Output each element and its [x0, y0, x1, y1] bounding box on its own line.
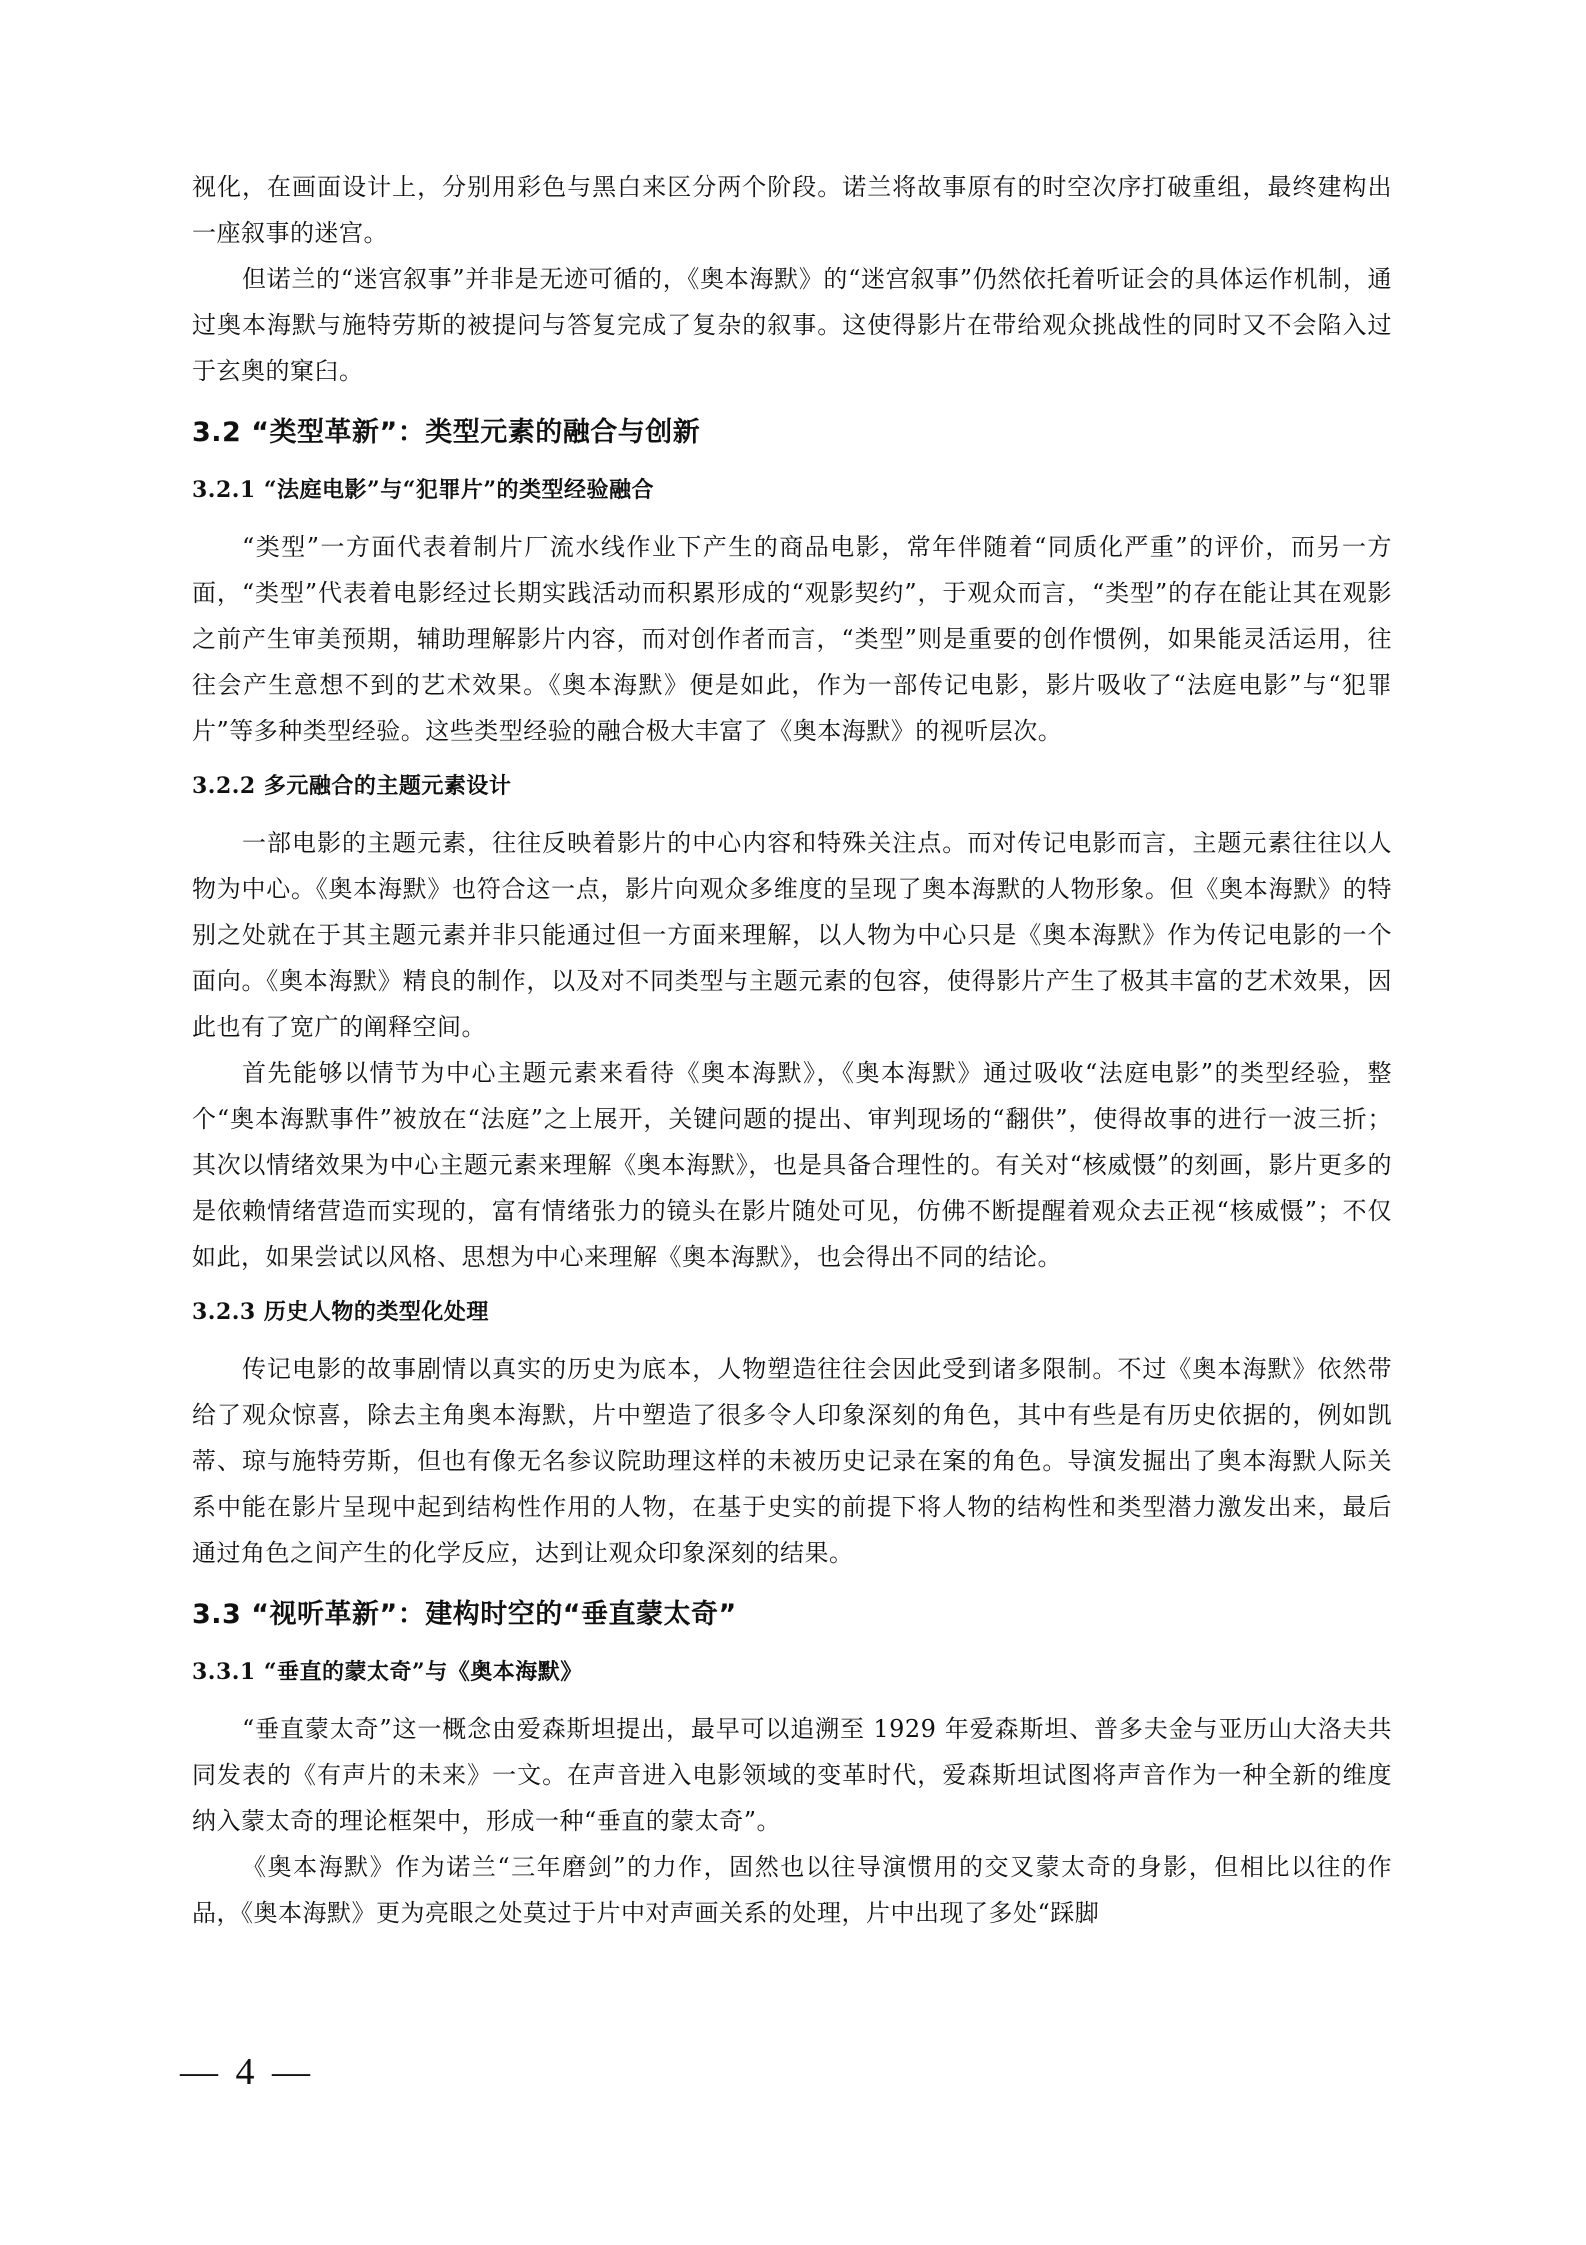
document-body	[192, 164, 1392, 1936]
paragraph-vertical-montage: “垂直蒙太奇”这一概念由爱森斯坦提出，最早可以追溯至 1929 年爱森斯坦、普多夫金与亚历山大洛夫共同发表的《有声片的未来》一文。在声音进入电影领域的变革时代，爱森斯坦试图将声音作为一种全新的维度纳入蒙太奇的理论框架中，形成一种“垂直的蒙太奇”。	[192, 1715, 1392, 1835]
paragraph-theme-elements: 一部电影的主题元素，往往反映着影片的中心内容和特殊关注点。而对传记电影而言，主题元素往往以人物为中心。《奥本海默》也符合这一点，影片向观众多维度的呈现了奥本海默的人物形象。但《奥本海默》的特别之处就在于其主题元素并非只能通过但一方面来理解，以人物为中心只是《奥本海默》作为传记电影的一个面向。《奥本海默》精良的制作，以及对不同类型与主题元素的包容，使得影片产生了极其丰富的艺术效果，因此也有了宽广的阐释空间。	[192, 829, 1392, 1041]
section-heading-3-3: 3.3 “视听革新”：建构时空的“垂直蒙太奇”	[192, 1599, 737, 1630]
subsection-heading-3-2-3: 3.2.3 历史人物的类型化处理	[192, 1299, 489, 1325]
section-heading-3-2: 3.2 “类型革新”：类型元素的融合与创新	[192, 417, 701, 448]
paragraph-theme-interpretation: 首先能够以情节为中心主题元素来看待《奥本海默》，《奥本海默》通过吸收“法庭电影”的类型经验，整个“奥本海默事件”被放在“法庭”之上展开，关键问题的提出、审判现场的“翻供”，使得故事的进行一波三折；其次以情绪效果为中心主题元素来理解《奥本海默》，也是具备合理性的。有关对“核威慑”的刻画，影片更多的是依赖情绪营造而实现的，富有情绪张力的镜头在影片随处可见，仿佛不断提醒着观众去正视“核威慑”；不仅如此，如果尝试以风格、思想为中心来理解《奥本海默》，也会得出不同的结论。	[192, 1059, 1392, 1271]
paragraph-sound-image-relation: 《奥本海默》作为诺兰“三年磨剑”的力作，固然也以往导演惯用的交叉蒙太奇的身影，但相比以往的作品，《奥本海默》更为亮眼之处莫过于片中对声画关系的处理，片中出现了多处“踩脚	[192, 1853, 1392, 1927]
paragraph-maze-narrative: 但诺兰的“迷宫叙事”并非是无迹可循的，《奥本海默》的“迷宫叙事”仍然依托着听证会的具体运作机制，通过奥本海默与施特劳斯的被提问与答复完成了复杂的叙事。这使得影片在带给观众挑战性的同时又不会陷入过于玄奥的窠臼。	[192, 265, 1392, 385]
paragraph-genre-fusion: “类型”一方面代表着制片厂流水线作业下产生的商品电影，常年伴随着“同质化严重”的评价，而另一方面，“类型”代表着电影经过长期实践活动而积累形成的“观影契约”，于观众而言，“类型”的存在能让其在观影之前产生审美预期，辅助理解影片内容，而对创作者而言，“类型”则是重要的创作惯例，如果能灵活运用，往往会产生意想不到的艺术效果。《奥本海默》便是如此，作为一部传记电影，影片吸收了“法庭电影”与“犯罪片”等多种类型经验。这些类型经验的融合极大丰富了《奥本海默》的视听层次。	[192, 533, 1392, 745]
page-number: — 4 —	[180, 2051, 314, 2093]
subsection-heading-3-2-2: 3.2.2 多元融合的主题元素设计	[192, 773, 512, 799]
subsection-heading-3-3-1: 3.3.1 “垂直的蒙太奇”与《奥本海默》	[192, 1659, 583, 1685]
paragraph-intro-continuation: 视化，在画面设计上，分别用彩色与黑白来区分两个阶段。诺兰将故事原有的时空次序打破重组，最终建构出一座叙事的迷宫。	[192, 173, 1392, 247]
subsection-heading-3-2-1: 3.2.1 “法庭电影”与“犯罪片”的类型经验融合	[192, 477, 655, 503]
paragraph-historical-characters: 传记电影的故事剧情以真实的历史为底本，人物塑造往往会因此受到诸多限制。不过《奥本海默》依然带给了观众惊喜，除去主角奥本海默，片中塑造了很多令人印象深刻的角色，其中有些是有历史依据的，例如凯蒂、琼与施特劳斯，但也有像无名参议院助理这样的未被历史记录在案的角色。导演发掘出了奥本海默人际关系中能在影片呈现中起到结构性作用的人物，在基于史实的前提下将人物的结构性和类型潜力激发出来，最后通过角色之间产生的化学反应，达到让观众印象深刻的结果。	[192, 1355, 1392, 1567]
